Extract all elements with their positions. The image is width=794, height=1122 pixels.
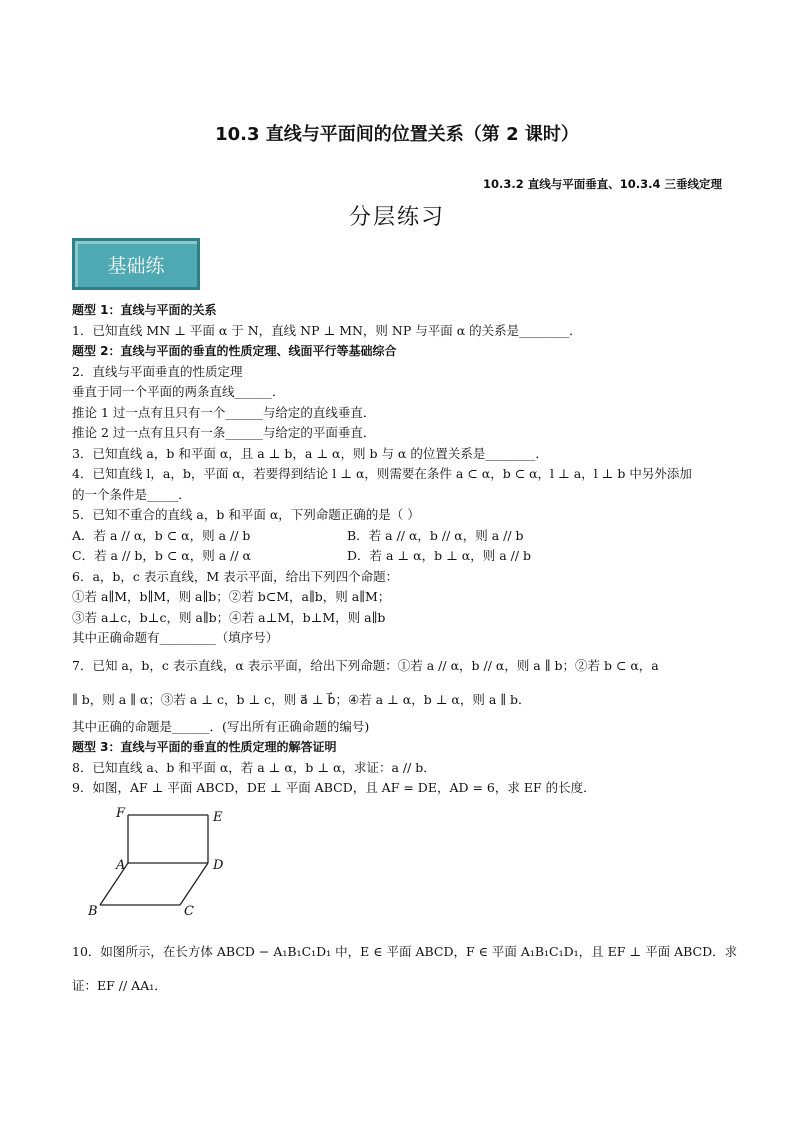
question-7-line-3: 其中正确的命题是______．(写出所有正确命题的编号) (72, 718, 370, 734)
question-6-line-a: ①若 a∥M，b∥M，则 a∥b；②若 b⊂M，a∥b，则 a∥M； (72, 589, 391, 604)
option-b: B．若 a // α，b // α，则 a // b (347, 527, 524, 543)
question-9: 9．如图，AF ⊥ 平面 ABCD，DE ⊥ 平面 ABCD，且 AF = DE，AD = 6，求 EF 的长度． (72, 780, 596, 795)
label-f: F (116, 805, 126, 821)
section-1-title: 题型 1：直线与平面的关系 (72, 303, 217, 317)
option-c: C．若 a // b，b ⊂ α，则 a // α (72, 548, 251, 563)
option-d: D．若 a ⊥ α，b ⊥ α，则 a // b (347, 548, 532, 563)
label-d: D (213, 857, 224, 873)
question-10-line-2: 证：EF // AA₁． (72, 977, 167, 993)
question-3: 3．已知直线 a，b 和平面 α，且 a ⊥ b，a ⊥ α，则 b 与 α 的位置关系是________． (72, 445, 548, 461)
question-6-line-b: ③若 a⊥c，b⊥c，则 a∥b；④若 a⊥M，b⊥M，则 a∥b (72, 609, 386, 625)
level-badge: 基础练 (72, 238, 200, 290)
question-4-line-2: 的一个条件是_____． (72, 486, 191, 502)
page-title: 10.3 直线与平面间的位置关系（第 2 课时） (215, 124, 579, 145)
section-heading: 分层练习 (348, 205, 445, 230)
question-5-options-cd (72, 546, 732, 567)
page-subtitle: 10.3.2 直线与平面垂直、10.3.4 三垂线定理 (483, 177, 722, 191)
question-10-line-1: 10．如图所示，在长方体 ABCD − A₁B₁C₁D₁ 中，E ∈ 平面 ABCD，F ∈ 平面 A₁B₁C₁D₁，且 EF ⊥ 平面 ABCD．求 (72, 943, 738, 959)
question-6-line-c: 其中正确命题有_________（填序号） (72, 630, 279, 645)
question-2-part-c: 推论 2 过一点有且只有一条______与给定的平面垂直． (72, 425, 376, 440)
question-2-part-a: 垂直于同一个平面的两条直线______． (72, 384, 285, 399)
question-5: 5．已知不重合的直线 a，b 和平面 α，下列命题正确的是（ ） (72, 507, 420, 522)
question-2: 2．直线与平面垂直的性质定理 (72, 363, 243, 379)
label-e: E (213, 809, 223, 825)
label-b: B (88, 903, 98, 919)
question-7-line-2: ∥ b，则 a ∥ α；③若 a ⊥ c，b ⊥ c，则 a⃗ ⊥ b⃗；④若 a ⊥ α，b ⊥ α，则 a ∥ b． (72, 691, 531, 707)
exercise-content (72, 300, 738, 1003)
question-9-figure (80, 803, 240, 921)
question-7-line-1: 7．已知 a，b，c 表示直线，α 表示平面，给出下列命题：①若 a // α，b // α，则 a ∥ b；②若 b ⊂ α，a (72, 657, 659, 673)
section-2-title: 题型 2：直线与平面的垂直的性质定理、线面平行等基础综合 (72, 344, 397, 358)
question-2-part-b: 推论 1 过一点有且只有一个______与给定的直线垂直． (72, 404, 376, 420)
question-8: 8．已知直线 a、b 和平面 α，若 a ⊥ α，b ⊥ α，求证：a // b． (72, 759, 436, 775)
label-c: C (184, 903, 194, 919)
question-5-options-ab (72, 526, 732, 547)
label-a: A (116, 857, 126, 873)
option-a: A．若 a // α，b ⊂ α，则 a // b (72, 527, 251, 543)
edge-dc (180, 863, 208, 905)
section-3-title: 题型 3：直线与平面的垂直的性质定理的解答证明 (72, 740, 337, 754)
question-1: 1．已知直线 MN ⊥ 平面 α 于 N，直线 NP ⊥ MN，则 NP 与平面 α 的关系是________． (72, 322, 582, 338)
question-4-line-1: 4．已知直线 l，a，b，平面 α，若要得到结论 l ⊥ α，则需要在条件 a ⊂ α，b ⊂ α，l ⊥ a，l ⊥ b 中另外添加 (72, 466, 692, 481)
question-6: 6．a，b，c 表示直线，M 表示平面，给出下列四个命题： (72, 568, 399, 584)
